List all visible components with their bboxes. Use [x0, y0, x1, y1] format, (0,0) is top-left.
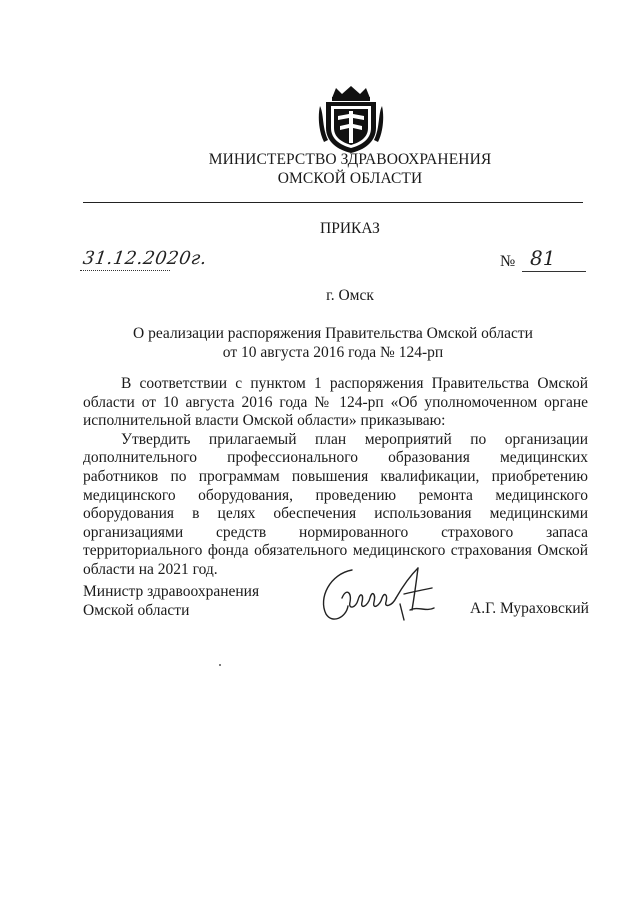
order-subject-line2: от 10 августа 2016 года № 124-рп [222, 344, 444, 361]
city-name: г. Омск [326, 287, 374, 304]
signer-position-line1: Министр здравоохранения [83, 583, 260, 600]
omsk-coat-of-arms-icon [318, 84, 384, 154]
scan-speck [219, 664, 221, 666]
signer-position [83, 582, 259, 620]
body-paragraph-preamble: В соответствии с пунктом 1 распоряжения Правительства Омской области от 10 августа 2016 года № 124-рп «Об уполномоченном органе исполнительной власти Омской области» приказываю: [83, 375, 588, 430]
signer-position-line2: Омской области [83, 602, 190, 619]
ministry-name-line2: ОМСКОЙ ОБЛАСТИ [277, 170, 423, 187]
number-sign: № [500, 253, 516, 270]
order-date: 31.12.2020г. [81, 248, 209, 269]
order-subject-line1: О реализации распоряжения Правительства Омской области [133, 325, 533, 342]
header-divider [83, 202, 583, 203]
body-paragraph-resolution: Утвердить прилагаемый план мероприятий по организации дополнительного профессионального образования медицинских работников по программам повышения квалификации, приобретению медицинского оборудования, проведению ремонта медицинского оборудования в целях обеспечения использования медицинскими организациями средств нормированного страхового запаса территориального фонда обязательного медицинского страхования Омской области на 2021 год. [83, 430, 588, 578]
date-underline [80, 270, 170, 271]
document-type: ПРИКАЗ [320, 220, 380, 237]
ministry-name-line1: МИНИСТЕРСТВО ЗДРАВООХРАНЕНИЯ [208, 151, 492, 168]
number-underline [522, 271, 586, 272]
order-number: 81 [530, 246, 556, 270]
signer-name: А.Г. Мураховский [470, 600, 589, 617]
handwritten-signature-icon [312, 548, 462, 628]
